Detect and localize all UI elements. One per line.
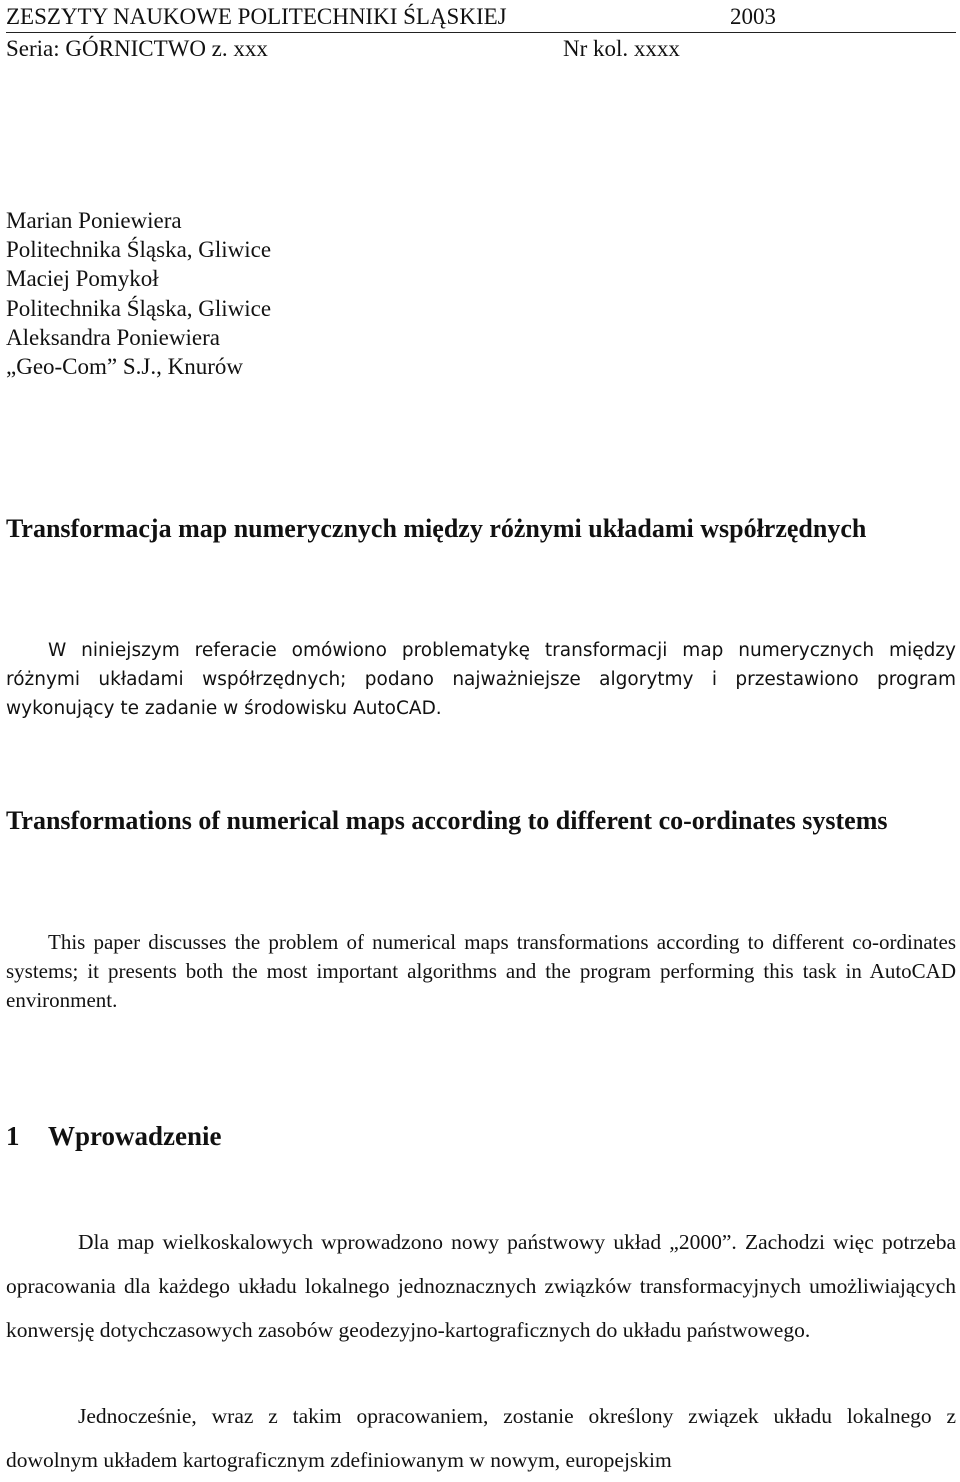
abstract-english: This paper discusses the problem of numerical maps transformations according to different co-ordinates systems; it presents both the most important algorithms and the program performing this task in AutoCAD environment. [6,930,956,1012]
author-name: Maciej Pomykoł [6,266,159,292]
series-info: Seria: GÓRNICTWO z. xxx [6,36,268,61]
section-number: 1 [6,1121,20,1151]
author-affiliation: Politechnika Śląska, Gliwice [6,295,272,321]
author-affiliation: Politechnika Śląska, Gliwice [6,237,272,263]
title-english: Transformations of numerical maps according to different co-ordinates systems [6,806,888,835]
author-block [6,206,271,381]
section-heading [6,1118,222,1154]
body-paragraph [6,1220,956,1352]
publication-year: 2003 [730,4,776,29]
journal-header [6,2,956,33]
paragraph-text: Dla map wielkoskalowych wprowadzono nowy państwowy układ „2000”. Zachodzi więc potrzeba opracowania dla każdego układu lokalnego jednoznacznych związków transformacyjnych umożliwiających konwersję dotychczasowych zasobów geodezyjno-kartograficznych do układu państwowego. [6,1230,956,1342]
section-title: Wprowadzenie [48,1121,222,1151]
title-polish: Transformacja map numerycznych między różnymi układami współrzędnych [6,514,867,543]
author-affiliation: „Geo-Com” S.J., Knurów [6,354,243,380]
author-name: Marian Poniewiera [6,208,182,233]
paragraph-text: Jednocześnie, wraz z takim opracowaniem, zostanie określony związek układu lokalnego z dowolnym układem kartograficznym zdefiniowanym w nowym, europejskim [6,1404,956,1472]
body-paragraph [6,1394,956,1482]
issue-number: Nr kol. xxxx [563,36,680,61]
author-name: Aleksandra Poniewiera [6,324,220,350]
abstract-polish: W niniejszym referacie omówiono problematykę transformacji map numerycznych między różnymi układami współrzędnych; podano najważniejsze algorytmy i przestawiono program wykonujący te zadanie w środowisku AutoCAD. [6,640,956,719]
journal-name: ZESZYTY NAUKOWE POLITECHNIKI ŚLĄSKIEJ [6,4,507,29]
